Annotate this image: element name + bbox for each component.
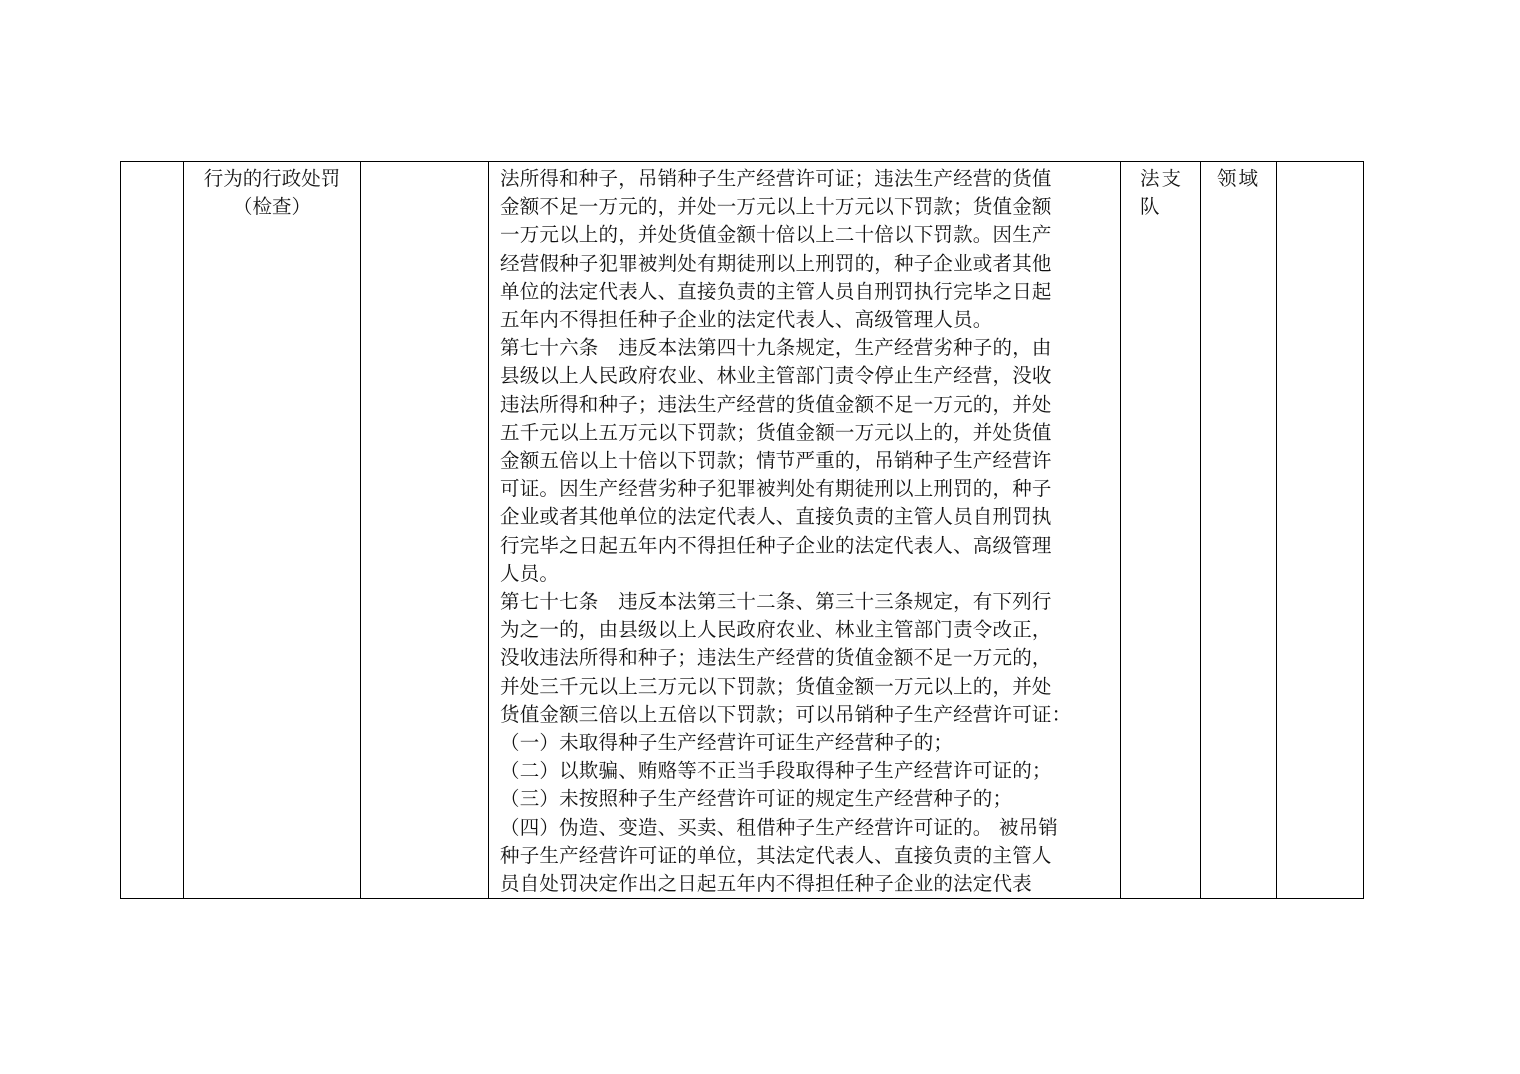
- basis-line: 单位的法定代表人、直接负责的主管人员自刑罚执行完毕之日起: [500, 279, 1052, 303]
- basis-line: 没收违法所得和种子；违法生产经营的货值金额不足一万元的，: [500, 646, 1052, 670]
- basis-line: 金额五倍以上十倍以下罚款；情节严重的，吊销种子生产经营许: [500, 449, 1052, 473]
- domain-cell: [1201, 162, 1277, 899]
- basis-line: （一）未取得种子生产经营许可证生产经营种子的；: [500, 731, 954, 755]
- sub-item-cell: [361, 162, 489, 899]
- basis-line: 可证。因生产经营劣种子犯罪被判处有期徒刑以上刑罚的，种子: [500, 477, 1052, 501]
- basis-line: 经营假种子犯罪被判处有期徒刑以上刑罚的，种子企业或者其他: [500, 251, 1052, 275]
- basis-line: （二）以欺骗、贿赂等不正当手段取得种子生产经营许可证的；: [500, 759, 1052, 783]
- unit-line: 法支: [1140, 167, 1184, 190]
- table-row: [121, 162, 1364, 899]
- basis-line: 种子生产经营许可证的单位，其法定代表人、直接负责的主管人: [500, 843, 1052, 867]
- domain-text: 领域: [1217, 167, 1261, 190]
- basis-line: 为之一的，由县级以上人民政府农业、林业主管部门责令改正，: [500, 618, 1052, 642]
- basis-line: 五千元以上五万元以下罚款；货值金额一万元以上的，并处货值: [500, 420, 1052, 444]
- basis-line: 第七十六条 违反本法第四十九条规定，生产经营劣种子的，由: [500, 336, 1052, 360]
- basis-line: 第七十七条 违反本法第三十二条、第三十三条规定，有下列行: [500, 590, 1052, 614]
- item-name-line: 行为的行政处罚: [203, 167, 341, 190]
- basis-line: 行完毕之日起五年内不得担任种子企业的法定代表人、高级管理: [500, 533, 1052, 557]
- legal-basis-cell: [489, 162, 1121, 899]
- basis-line: 县级以上人民政府农业、林业主管部门责令停止生产经营，没收: [500, 364, 1052, 388]
- basis-line: 一万元以上的，并处货值金额十倍以上二十倍以下罚款。因生产: [500, 223, 1052, 247]
- item-name-cell: [184, 162, 361, 899]
- basis-line: 人员。: [500, 561, 560, 585]
- basis-line: 违法所得和种子；违法生产经营的货值金额不足一万元的，并处: [500, 392, 1052, 416]
- basis-line: 员自处罚决定作出之日起五年内不得担任种子企业的法定代表: [500, 872, 1032, 896]
- item-name-line: （检查）: [232, 195, 311, 219]
- unit-line: 队: [1140, 195, 1162, 219]
- basis-line: （三）未按照种子生产经营许可证的规定生产经营种子的；: [500, 787, 1013, 811]
- basis-line: 法所得和种子，吊销种子生产经营许可证；违法生产经营的货值: [500, 167, 1052, 190]
- basis-line: 并处三千元以上三万元以下罚款；货值金额一万元以上的，并处: [500, 674, 1052, 698]
- index-cell: [121, 162, 184, 899]
- basis-line: 企业或者其他单位的法定代表人、直接负责的主管人员自刑罚执: [500, 505, 1052, 529]
- enforcement-unit-cell: [1121, 162, 1201, 899]
- document-table: [120, 161, 1364, 899]
- basis-line: 五年内不得担任种子企业的法定代表人、高级管理人员。: [500, 308, 993, 332]
- basis-line: 货值金额三倍以上五倍以下罚款；可以吊销种子生产经营许可证：: [500, 702, 1072, 726]
- remark-cell: [1277, 162, 1364, 899]
- basis-line: （四）伪造、变造、买卖、租借种子生产经营许可证的。 被吊销: [500, 815, 1058, 839]
- basis-line: 金额不足一万元的，并处一万元以上十万元以下罚款；货值金额: [500, 195, 1052, 219]
